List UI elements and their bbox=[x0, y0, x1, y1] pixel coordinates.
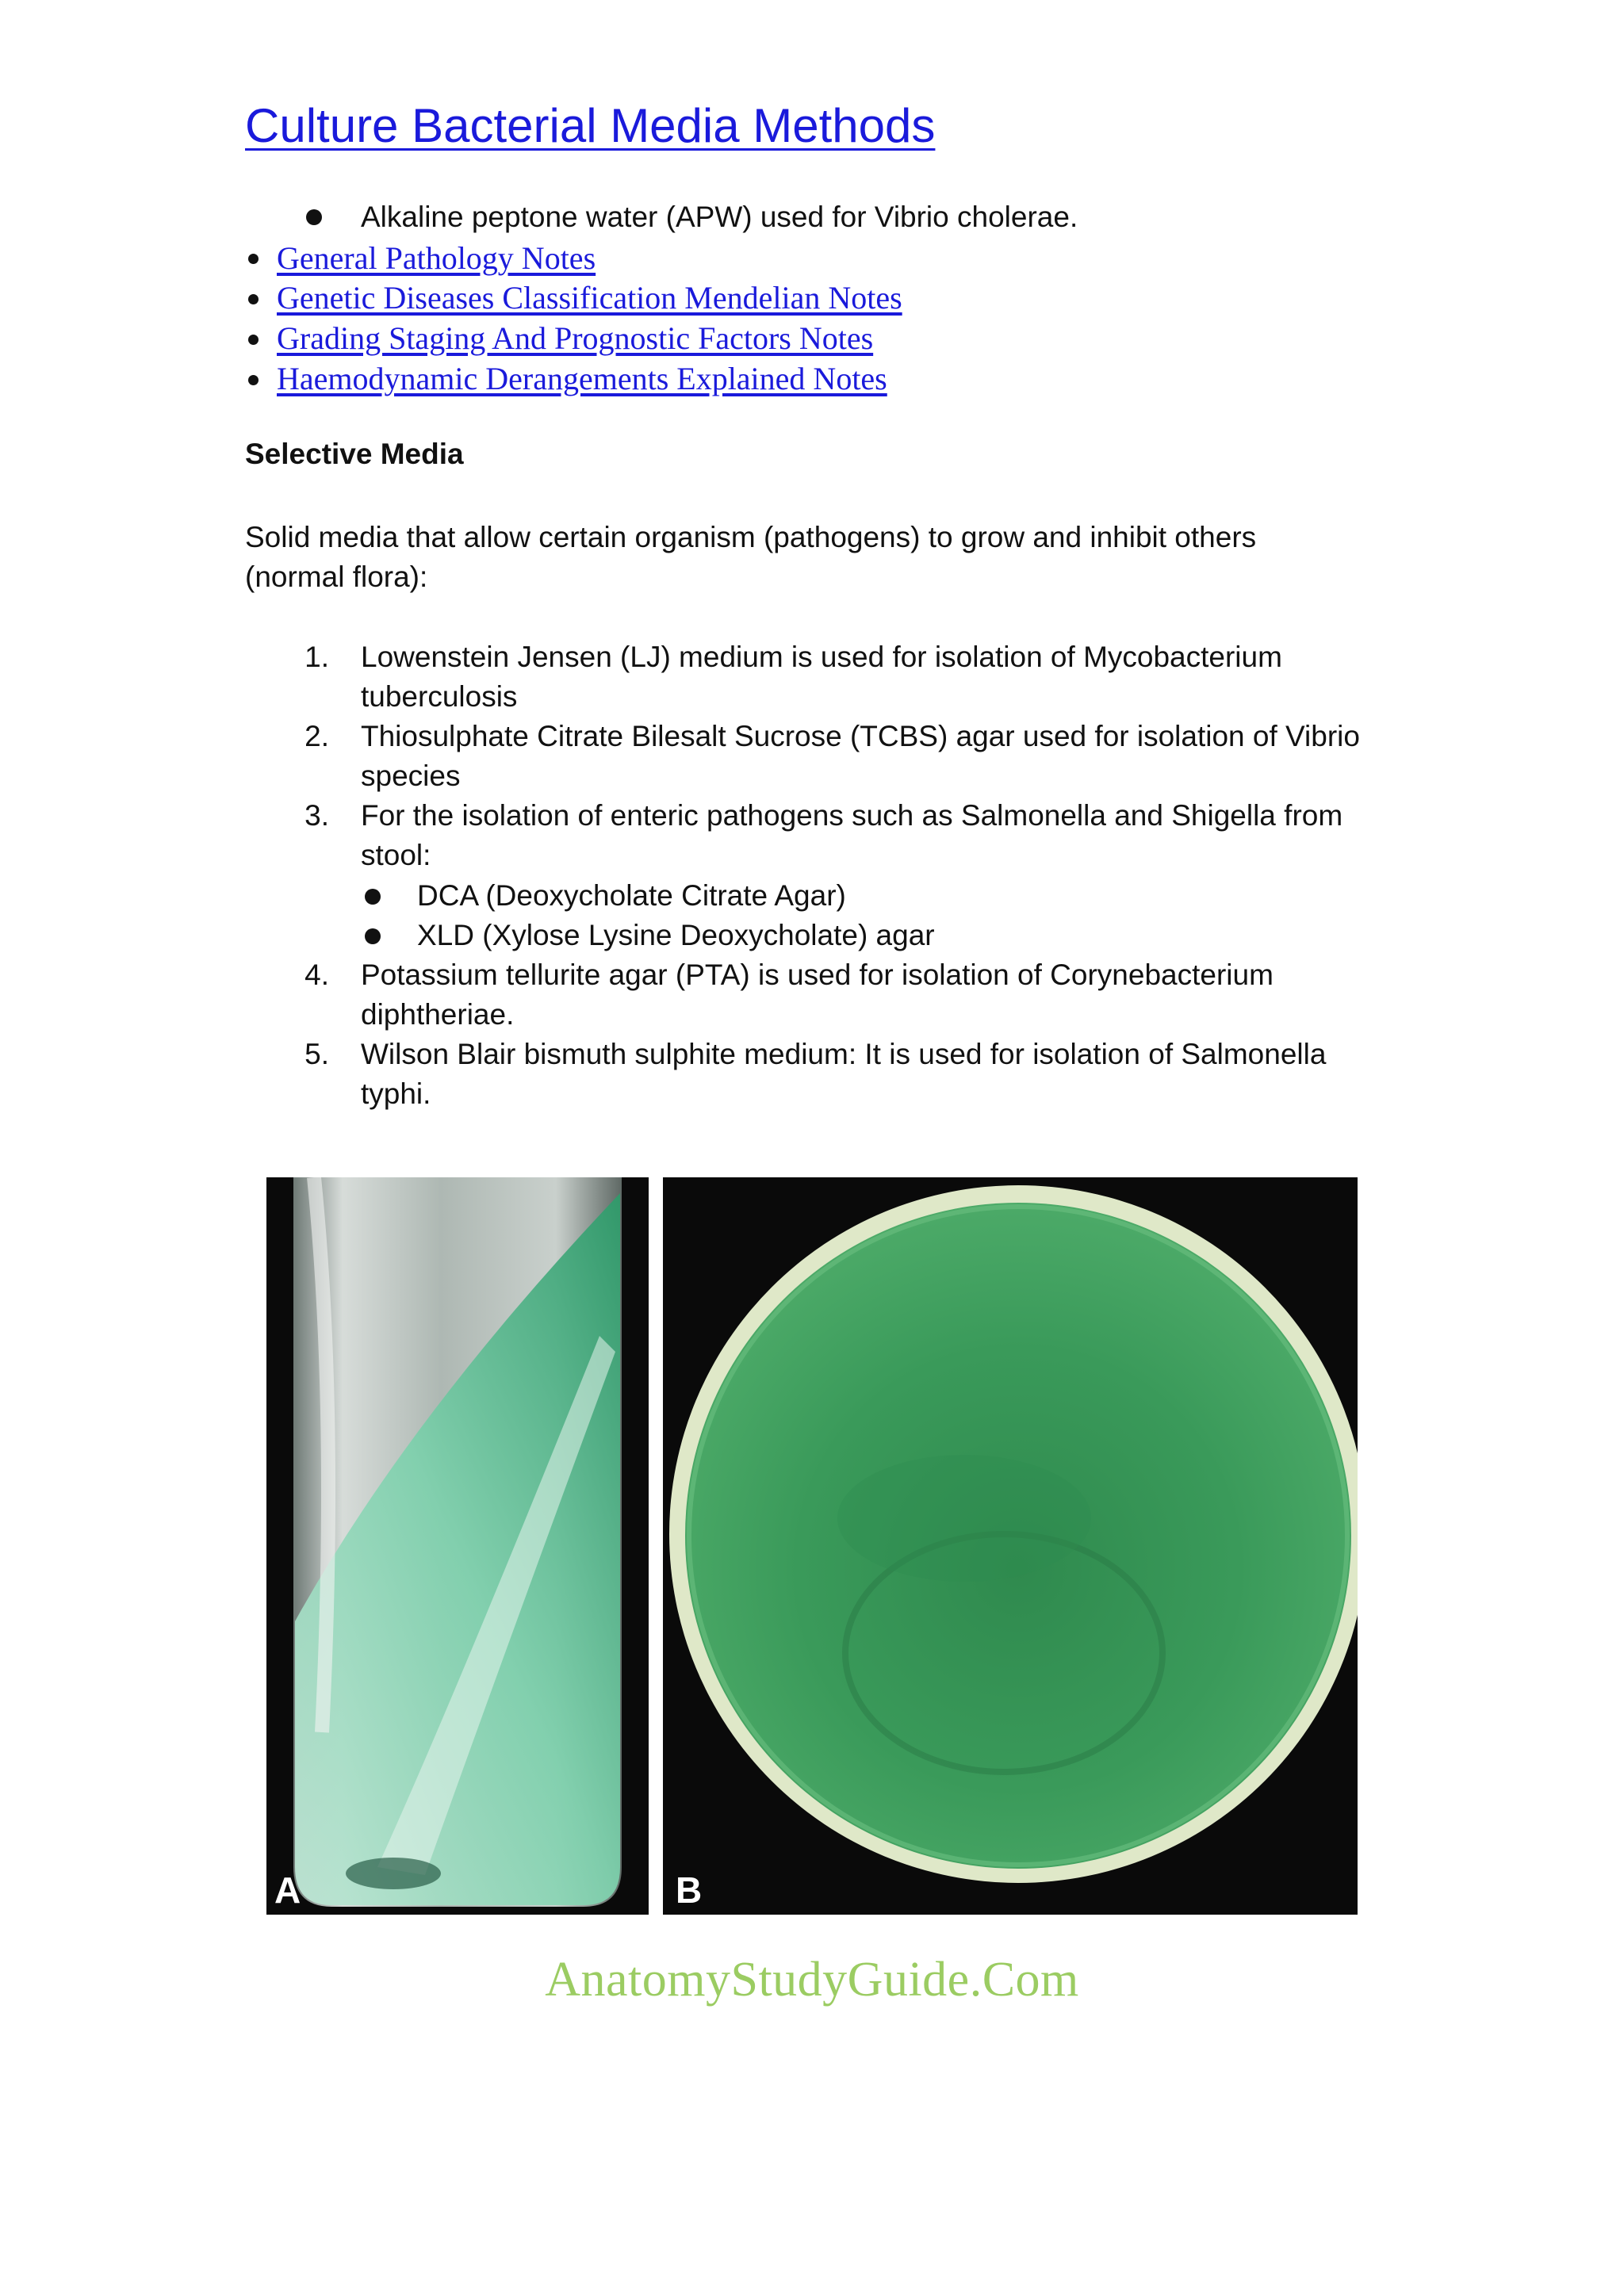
intro-line: (normal flora): bbox=[245, 561, 428, 593]
intro-line: Solid media that allow certain organism (pathogens) to grow and inhibit others bbox=[245, 521, 1257, 553]
related-link-grading-staging[interactable]: Grading Staging And Prognostic Factors Notes bbox=[277, 320, 874, 356]
bullet-dot bbox=[248, 254, 259, 264]
list-item-text: typhi. bbox=[361, 1077, 431, 1110]
bullet-dot bbox=[306, 209, 322, 225]
related-link-general-pathology[interactable]: General Pathology Notes bbox=[277, 240, 596, 276]
bullet-dot bbox=[248, 375, 259, 385]
related-link-genetic-diseases[interactable]: Genetic Diseases Classification Mendelian Notes bbox=[277, 280, 902, 316]
bullet-dot bbox=[365, 928, 381, 944]
related-link-haemodynamic[interactable]: Haemodynamic Derangements Explained Notes bbox=[277, 361, 887, 396]
list-number: 5. bbox=[304, 1038, 329, 1070]
bullet-dot bbox=[365, 889, 381, 905]
apw-bullet-text: Alkaline peptone water (APW) used for Vibrio cholerae. bbox=[361, 201, 1078, 233]
panel-a-tube bbox=[266, 1177, 649, 1915]
list-item-text: Thiosulphate Citrate Bilesalt Sucrose (TCBS) agar used for isolation of Vibrio bbox=[361, 720, 1360, 752]
bullet-dot bbox=[248, 294, 259, 304]
panel-a-label: A bbox=[274, 1869, 301, 1911]
list-item-text: diphtheriae. bbox=[361, 998, 515, 1031]
section-heading: Selective Media bbox=[245, 438, 464, 470]
sub-bullet-text: XLD (Xylose Lysine Deoxycholate) agar bbox=[417, 919, 935, 951]
list-number: 2. bbox=[304, 720, 329, 752]
panel-b-label: B bbox=[676, 1869, 703, 1911]
panel-b-plate bbox=[663, 1177, 1358, 1915]
list-number: 3. bbox=[304, 799, 329, 832]
page-title-link[interactable]: Culture Bacterial Media Methods bbox=[245, 99, 936, 152]
list-item-text: For the isolation of enteric pathogens such as Salmonella and Shigella from bbox=[361, 799, 1343, 832]
site-watermark: AnatomyStudyGuide.Com bbox=[545, 1953, 1079, 2007]
list-number: 4. bbox=[304, 959, 329, 991]
list-item-text: stool: bbox=[361, 839, 431, 871]
list-number: 1. bbox=[304, 641, 329, 673]
list-item-text: species bbox=[361, 760, 461, 792]
list-item-text: Potassium tellurite agar (PTA) is used for isolation of Corynebacterium bbox=[361, 959, 1274, 991]
sub-bullet-text: DCA (Deoxycholate Citrate Agar) bbox=[417, 879, 846, 912]
list-item-text: Wilson Blair bismuth sulphite medium: It is used for isolation of Salmonella bbox=[361, 1038, 1327, 1070]
list-item-text: tuberculosis bbox=[361, 680, 518, 713]
bullet-dot bbox=[248, 335, 259, 345]
list-item-text: Lowenstein Jensen (LJ) medium is used for isolation of Mycobacterium bbox=[361, 641, 1282, 673]
culture-media-figure bbox=[266, 1177, 1358, 1915]
